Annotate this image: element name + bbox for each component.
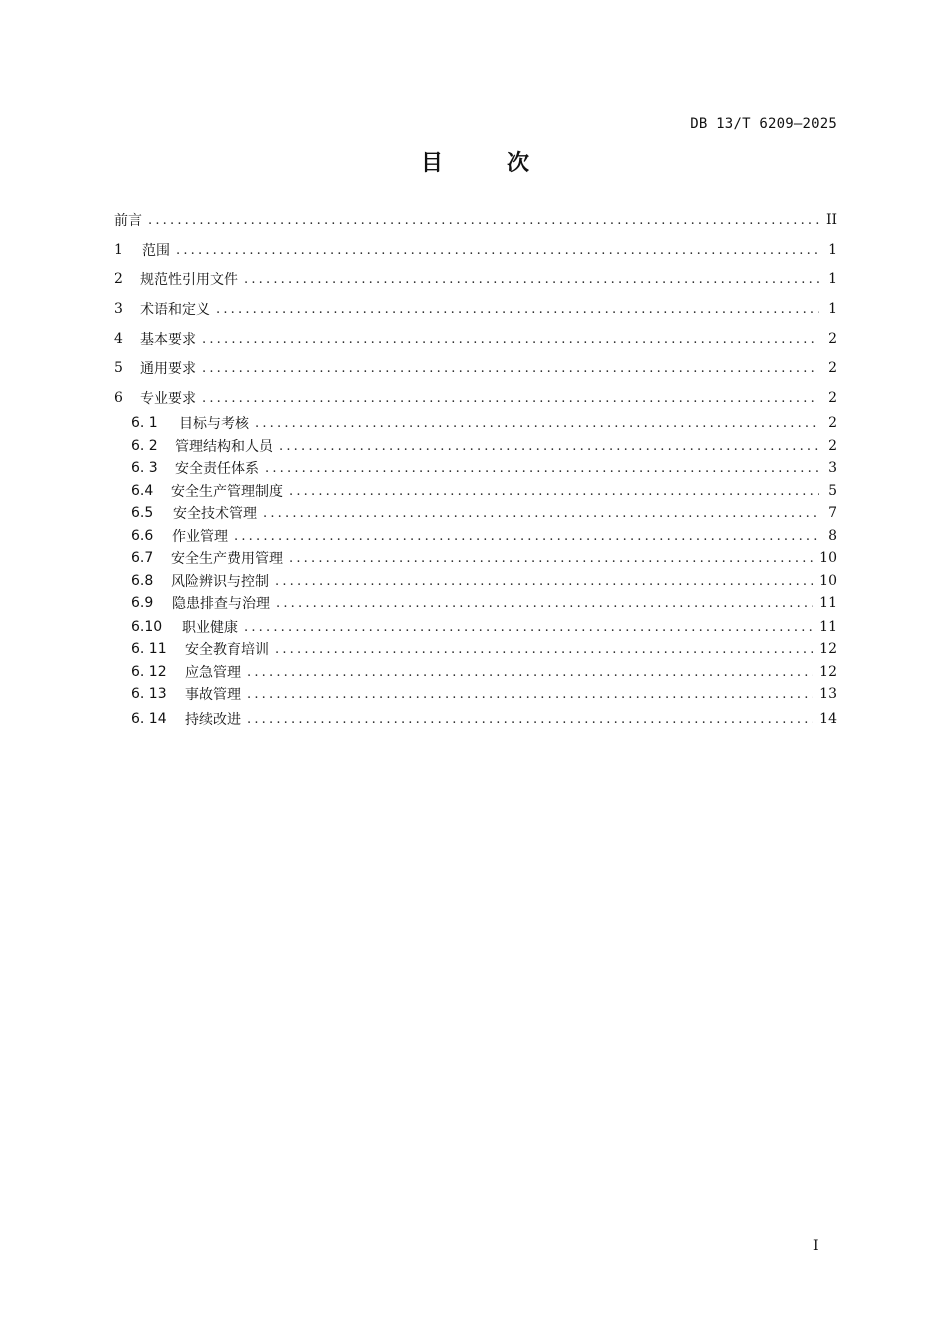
- toc-entry-page: 12: [819, 641, 837, 657]
- toc-entry-page: 2: [828, 360, 837, 376]
- toc-entry-page: 8: [828, 528, 837, 544]
- toc-entry-6[interactable]: [114, 388, 837, 408]
- toc-entry-page: 1: [828, 271, 837, 287]
- toc-entry-page: 12: [819, 664, 837, 680]
- toc-title-char-2: 次: [507, 151, 530, 176]
- toc-leader-dots: [263, 506, 819, 521]
- toc-entry-label: 隐患排查与治理: [172, 596, 270, 612]
- toc-entry-6-7[interactable]: [114, 548, 837, 568]
- toc-entry-4[interactable]: [114, 329, 837, 349]
- toc-leader-dots: [289, 551, 813, 566]
- toc-entry-label: 职业健康: [182, 620, 238, 636]
- toc-entry-page: 1: [828, 301, 837, 317]
- toc-entry-label: 安全技术管理: [173, 506, 257, 522]
- toc-entry-label: 持续改进: [185, 712, 241, 728]
- toc-entry-number: 2: [114, 271, 123, 287]
- toc-leader-dots: [234, 529, 819, 544]
- toc-entry-6-6[interactable]: [114, 526, 837, 546]
- toc-leader-dots: [279, 439, 819, 454]
- toc-entry-page: 14: [819, 711, 837, 727]
- toc-entry-6-12[interactable]: [114, 662, 837, 682]
- toc-entry-label: 安全生产管理制度: [171, 484, 283, 500]
- toc-entry-number: 6.7: [131, 550, 154, 566]
- toc-entry-number: 6. 13: [131, 686, 167, 702]
- toc-leader-dots: [276, 596, 813, 611]
- toc-entry-5[interactable]: [114, 358, 837, 378]
- toc-title: [0, 146, 950, 177]
- toc-leader-dots: [275, 642, 813, 657]
- toc-entry-number: 1: [114, 242, 123, 258]
- toc-entry-number: 6.5: [131, 505, 154, 521]
- toc-entry-page: 7: [828, 505, 837, 521]
- toc-leader-dots: [244, 272, 819, 287]
- toc-leader-dots: [202, 332, 819, 347]
- toc-entry-label: 安全教育培训: [185, 642, 269, 658]
- toc-entry-page: 1: [828, 242, 837, 258]
- document-code: DB 13/T 6209—2025: [690, 116, 837, 132]
- toc-entry-label: 风险辨识与控制: [171, 574, 269, 590]
- toc-entry-label: 通用要求: [140, 361, 196, 377]
- toc-entry-label: 术语和定义: [140, 302, 210, 318]
- toc-entry-6-1[interactable]: [114, 413, 837, 433]
- toc-entry-label: 应急管理: [185, 665, 241, 681]
- toc-entry-number: 6. 1: [131, 415, 158, 431]
- toc-entry-6-11[interactable]: [114, 639, 837, 659]
- toc-leader-dots: [202, 361, 819, 376]
- toc-entry-6-13[interactable]: [114, 684, 837, 704]
- toc-entry-page: 11: [819, 595, 837, 611]
- toc-entry-6-3[interactable]: [114, 458, 837, 478]
- toc-entry-3[interactable]: [114, 299, 837, 319]
- toc-entry-number: 6.4: [131, 483, 154, 499]
- toc-leader-dots: [216, 302, 819, 317]
- toc-entry-number: 4: [114, 331, 123, 347]
- toc-entry-number: 6. 12: [131, 664, 167, 680]
- toc-entry-6-8[interactable]: [114, 571, 837, 591]
- toc-entry-label: 安全责任体系: [175, 461, 259, 477]
- toc-entry-label: 范围: [142, 243, 170, 259]
- toc-leader-dots: [247, 665, 813, 680]
- toc-entry-number: 6. 11: [131, 641, 167, 657]
- toc-entry-page: 11: [819, 619, 837, 635]
- toc-entry-number: 5: [114, 360, 123, 376]
- toc-entry-page: 13: [819, 686, 837, 702]
- toc-leader-dots: [247, 712, 813, 727]
- toc-entry-6-4[interactable]: [114, 481, 837, 501]
- toc-entry-page: 5: [828, 483, 837, 499]
- toc-leader-dots: [265, 461, 819, 476]
- toc-entry-6-10[interactable]: [114, 617, 837, 637]
- toc-leader-dots: [275, 574, 813, 589]
- toc-entry-6-14[interactable]: [114, 709, 837, 729]
- toc-entry-6-5[interactable]: [114, 503, 837, 523]
- toc-entry-label: 专业要求: [140, 391, 196, 407]
- toc-entry-label: 事故管理: [185, 687, 241, 703]
- toc-entry-6-9[interactable]: [114, 593, 837, 613]
- toc-entry-page: 2: [828, 331, 837, 347]
- page-number: I: [813, 1238, 819, 1254]
- toc-entry-number: 6. 14: [131, 711, 167, 727]
- toc-leader-dots: [176, 243, 819, 258]
- toc-entry-label: 安全生产费用管理: [171, 551, 283, 567]
- toc-entry-page: 2: [828, 415, 837, 431]
- toc-entry-label: 规范性引用文件: [140, 272, 238, 288]
- toc-entry-number: 6. 3: [131, 460, 158, 476]
- toc-leader-dots: [148, 213, 819, 228]
- toc-entry-page: II: [825, 212, 837, 228]
- toc-entry-number: 6.10: [131, 619, 163, 635]
- toc-entry-label: 前言: [114, 213, 142, 229]
- toc-entry-page: 2: [828, 438, 837, 454]
- toc-entry-number: 3: [114, 301, 123, 317]
- toc-entry-page: 2: [828, 390, 837, 406]
- toc-entry-number: 6.9: [131, 595, 154, 611]
- toc-leader-dots: [202, 391, 819, 406]
- toc-leader-dots: [255, 416, 819, 431]
- toc-entry-number: 6.6: [131, 528, 154, 544]
- toc-entry-number: 6: [114, 390, 123, 406]
- toc-title-char-1: 目: [420, 151, 443, 176]
- toc-entry-label: 管理结构和人员: [175, 439, 273, 455]
- toc-entry-2[interactable]: [114, 269, 837, 289]
- toc-entry-label: 基本要求: [140, 332, 196, 348]
- toc-leader-dots: [244, 620, 813, 635]
- toc-entry-number: 6. 2: [131, 438, 158, 454]
- toc-leader-dots: [247, 687, 813, 702]
- toc-leader-dots: [289, 484, 819, 499]
- toc-entry-label: 作业管理: [172, 529, 228, 545]
- toc-entry-1[interactable]: [114, 240, 837, 260]
- toc-entry-page: 10: [819, 550, 837, 566]
- toc-entry-page: 3: [828, 460, 837, 476]
- toc-entry-page: 10: [819, 573, 837, 589]
- toc-entry-number: 6.8: [131, 573, 154, 589]
- toc-entry-label: 目标与考核: [179, 416, 249, 432]
- toc-entry-6-2[interactable]: [114, 436, 837, 456]
- toc-entry-preface[interactable]: [114, 210, 837, 230]
